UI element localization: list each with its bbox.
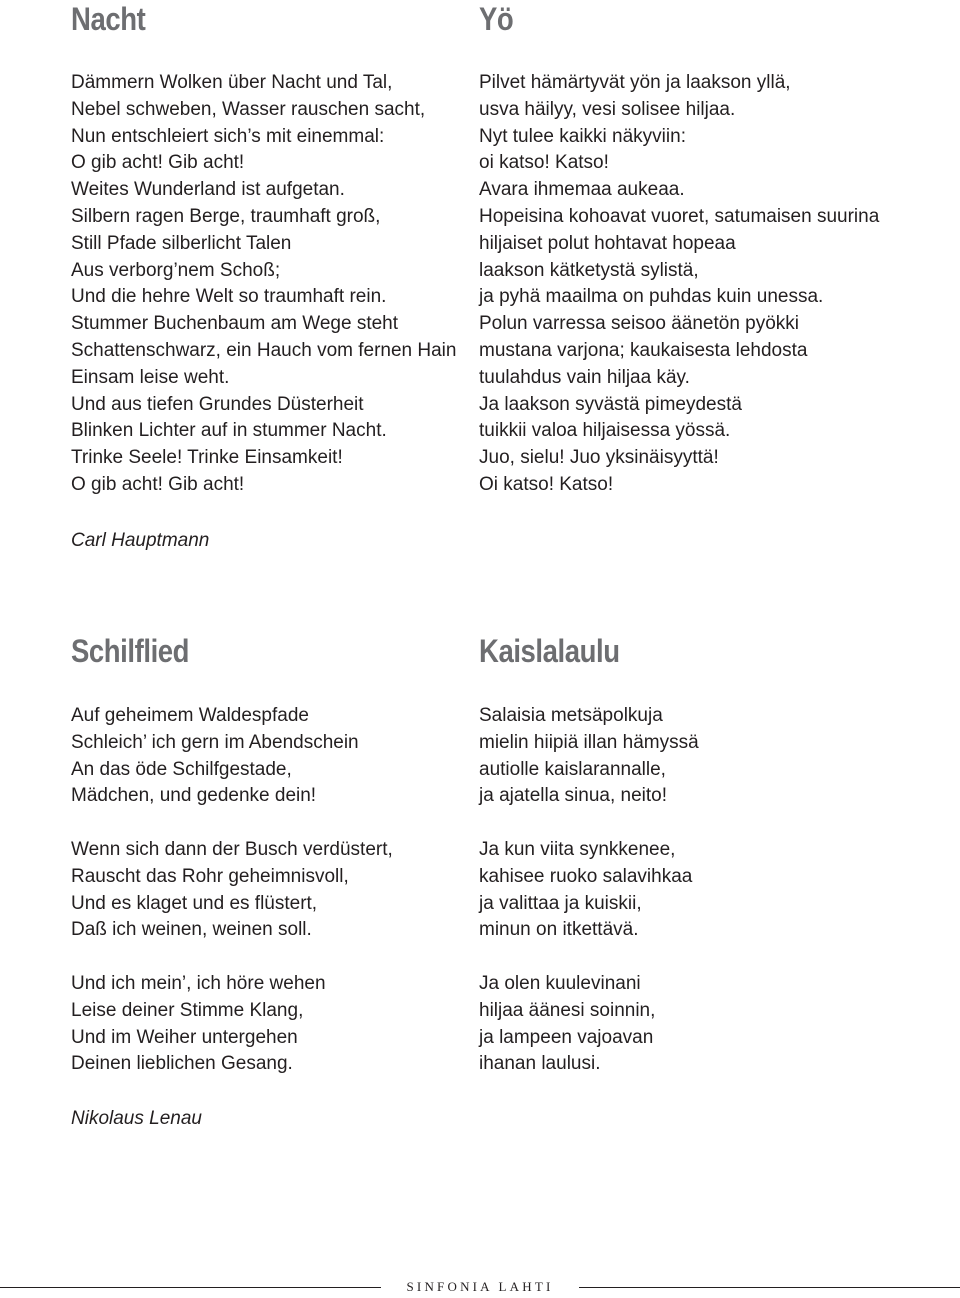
poem-line: Salaisia metsäpolkuja bbox=[479, 705, 663, 726]
poem-line: Dämmern Wolken über Nacht und Tal, bbox=[71, 72, 393, 93]
poem-line: O gib acht! Gib acht! bbox=[71, 473, 245, 495]
poem-line: Blinken Lichter auf in stummer Nacht. bbox=[71, 420, 387, 442]
poem-line: Rauscht das Rohr geheimnisvoll, bbox=[71, 865, 349, 887]
poem-line: ja ajatella sinua, neito! bbox=[479, 785, 668, 807]
poem-line: Aus verborg’nem Schoß; bbox=[71, 259, 281, 281]
poem-line: Weites Wunderland ist aufgetan. bbox=[71, 179, 345, 201]
author-carl-hauptmann: Carl Hauptmann bbox=[71, 530, 210, 551]
poem-text-schilflied bbox=[71, 703, 393, 1078]
poem-line: Schattenschwarz, ein Hauch vom fernen Hain bbox=[71, 339, 457, 361]
poem-line: Schleich’ ich gern im Abendschein bbox=[71, 731, 359, 753]
poem-line: hiljaa äänesi soinnin, bbox=[479, 999, 656, 1021]
poem-line: An das öde Schilfgestade, bbox=[71, 758, 292, 780]
stanza-break bbox=[479, 944, 699, 971]
poem-line: Einsam leise weht. bbox=[71, 366, 230, 388]
poem-line: Stummer Buchenbaum am Wege steht bbox=[71, 313, 399, 335]
poem-line: Nebel schweben, Wasser rauschen sacht, bbox=[71, 98, 426, 120]
poem-line: ja pyhä maailma on puhdas kuin unessa. bbox=[479, 286, 824, 308]
poem-line: Nyt tulee kaikki näkyviin: bbox=[479, 125, 686, 147]
poem-line: Hopeisina kohoavat vuoret, satumaisen suurina bbox=[479, 205, 880, 227]
poem-title-kaislalaulu: Kaislalaulu bbox=[479, 633, 620, 669]
poem-line: minun on itkettävä. bbox=[479, 919, 639, 941]
poem-line: mustana varjona; kaukaisesta lehdosta bbox=[479, 339, 808, 361]
poem-line: Avara ihmemaa aukeaa. bbox=[479, 179, 685, 201]
poem-line: Deinen lieblichen Gesang. bbox=[71, 1053, 293, 1075]
poem-line: Mädchen, und gedenke dein! bbox=[71, 785, 317, 807]
stanza-break bbox=[71, 810, 393, 837]
poem-text-nacht bbox=[71, 70, 456, 499]
poem-line: Nun entschleiert sich’s mit einemmal: bbox=[71, 125, 385, 147]
stanza-break bbox=[479, 810, 699, 837]
poem-line: Juo, sielu! Juo yksinäisyyttä! bbox=[479, 447, 719, 469]
poem-line: Leise deiner Stimme Klang, bbox=[71, 999, 304, 1021]
poem-title-nacht: Nacht bbox=[71, 1, 146, 37]
poem-title-schilflied: Schilflied bbox=[71, 633, 190, 669]
poem-line: Ja kun viita synkkenee, bbox=[479, 838, 676, 860]
stanza-break bbox=[71, 944, 393, 971]
poem-line: Wenn sich dann der Busch verdüstert, bbox=[71, 838, 393, 860]
poem-line: Ja olen kuulevinani bbox=[479, 972, 641, 994]
poem-line: tuulahdus vain hiljaa käy. bbox=[479, 366, 690, 388]
poem-line: O gib acht! Gib acht! bbox=[71, 152, 245, 174]
poem-line: kahisee ruoko salavihkaa bbox=[479, 865, 693, 887]
poem-line: Und im Weiher untergehen bbox=[71, 1026, 298, 1048]
poem-line: laakson kätketystä sylistä, bbox=[479, 259, 699, 281]
poem-line: autiolle kaislarannalle, bbox=[479, 758, 666, 780]
poem-text-kaislalaulu bbox=[479, 703, 699, 1078]
poem-line: Und ich mein’, ich höre wehen bbox=[71, 972, 326, 994]
poem-line: Ja laakson syvästä pimeydestä bbox=[479, 393, 742, 415]
poem-line: hiljaiset polut hohtavat hopeaa bbox=[479, 232, 736, 254]
author-nikolaus-lenau: Nikolaus Lenau bbox=[71, 1108, 202, 1129]
poem-line: Trinke Seele! Trinke Einsamkeit! bbox=[71, 447, 343, 469]
poem-line: ja valittaa ja kuiskii, bbox=[479, 892, 642, 914]
poem-line: Still Pfade silberlicht Talen bbox=[71, 232, 292, 254]
poem-text-yo bbox=[479, 70, 879, 499]
poem-line: oi katso! Katso! bbox=[479, 152, 609, 174]
poem-line: Auf geheimem Waldespfade bbox=[71, 705, 309, 726]
poem-line: Daß ich weinen, weinen soll. bbox=[71, 919, 312, 941]
poem-title-yo: Yö bbox=[479, 1, 514, 37]
poem-line: Und es klaget und es flüstert, bbox=[71, 892, 318, 914]
poem-line: Und aus tiefen Grundes Düsterheit bbox=[71, 393, 364, 415]
footer-rule-right bbox=[579, 1287, 960, 1288]
poem-line: Oi katso! Katso! bbox=[479, 473, 614, 495]
poem-line: ihanan laulusi. bbox=[479, 1053, 601, 1075]
poem-line: ja lampeen vajoavan bbox=[479, 1026, 654, 1048]
poem-line: Polun varressa seisoo äänetön pyökki bbox=[479, 313, 800, 335]
poem-line: mielin hiipiä illan hämyssä bbox=[479, 731, 699, 753]
footer-brand: SINFONIA LAHTI bbox=[406, 1279, 554, 1294]
poem-line: Silbern ragen Berge, traumhaft groß, bbox=[71, 205, 381, 227]
poem-line: tuikkii valoa hiljaisessa yössä. bbox=[479, 420, 731, 442]
poem-line: Und die hehre Welt so traumhaft rein. bbox=[71, 286, 387, 308]
poem-line: usva häilyy, vesi solisee hiljaa. bbox=[479, 98, 736, 120]
footer-rule-left bbox=[0, 1287, 381, 1288]
poem-line: Pilvet hämärtyvät yön ja laakson yllä, bbox=[479, 72, 791, 93]
